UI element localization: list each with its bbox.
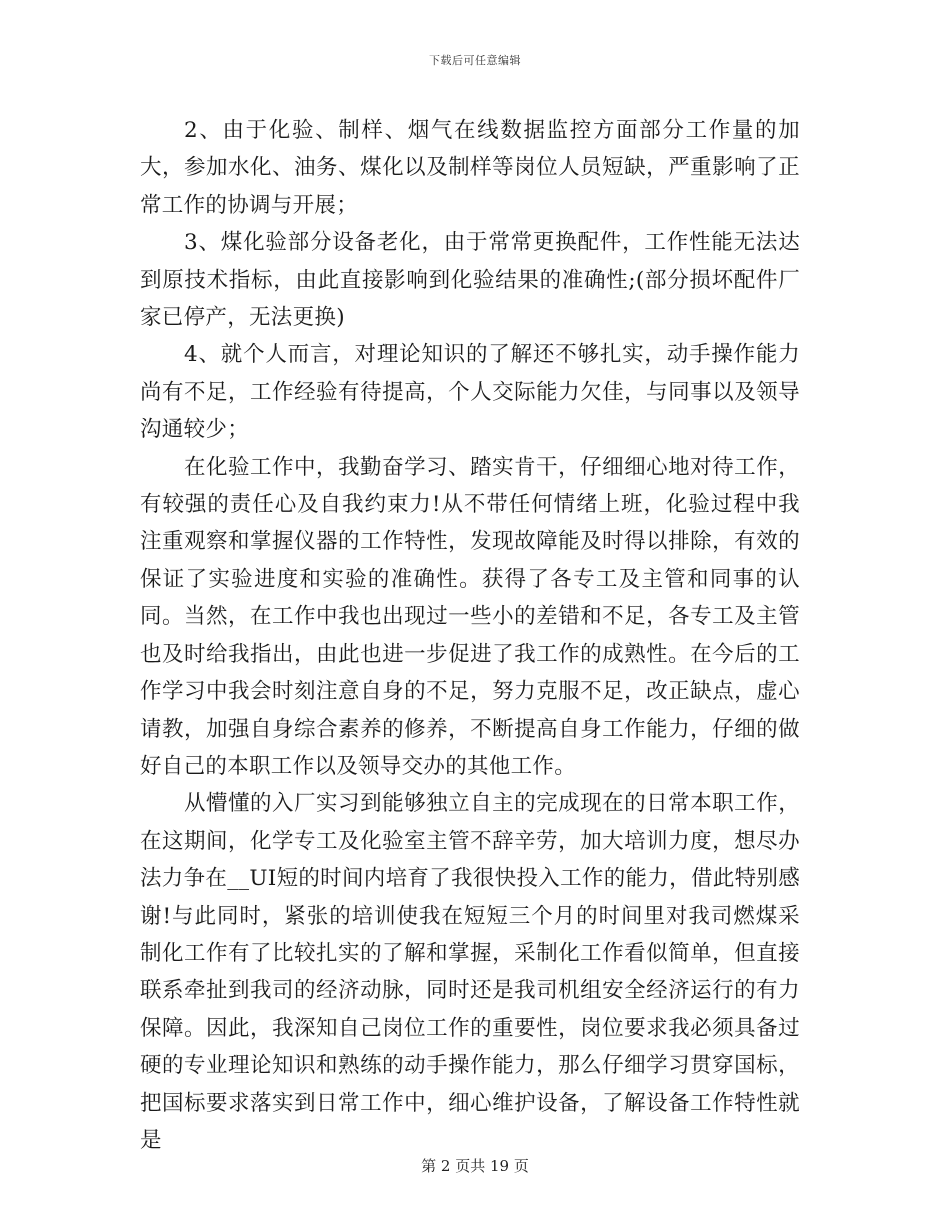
paragraph-work-attitude: 在化验工作中，我勤奋学习、踏实肯干，仔细细心地对待工作，有较强的责任心及自我约束力!从不带任何情绪上班，化验过程中我注重观察和掌握仪器的工作特性，发现故障能及时得以排除，有效的保证了实验进度和实验的准确性。获得了各专工及主管和同事的认同。当然，在工作中我也出现过一些小的差错和不足，各专工及主管也及时给我指出，由此也进一步促进了我工作的成熟性。在今后的工作学习中我会时刻注意自身的不足，努力克服不足，改正缺点，虚心请教，加强自身综合素养的修养，不断提高自身工作能力，仔细的做好自己的本职工作以及领导交办的其他工作。: [140, 454, 800, 779]
page-header: 下载后可任意编辑: [429, 54, 521, 67]
paragraph-item-4: 4、就个人而言，对理论知识的了解还不够扎实，动手操作能力尚有不足，工作经验有待提高，个人交际能力欠佳，与同事以及领导沟通较少；: [140, 342, 800, 443]
page-number-footer: 第 2 页共 19 页: [421, 1157, 529, 1175]
paragraph-item-2: 2、由于化验、制样、烟气在线数据监控方面部分工作量的加大，参加水化、油务、煤化以及制样等岗位人员短缺，严重影响了正常工作的协调与开展；: [140, 118, 800, 218]
document-body: [140, 112, 800, 1159]
paragraph-item-3: 3、煤化验部分设备老化，由于常常更换配件，工作性能无法达到原技术指标，由此直接影响到化验结果的准确性;(部分损坏配件厂家已停产，无法更换): [140, 230, 800, 331]
paragraph-training-thanks: 从懵懂的入厂实习到能够独立自主的完成现在的日常本职工作，在这期间，化学专工及化验室主管不辞辛劳，加大培训力度，想尽办法力争在__UI短的时间内培育了我很快投入工作的能力，借此特别感谢!与此同时，紧张的培训使我在短短三个月的时间里对我司燃煤采制化工作有了比较扎实的了解和掌握，采制化工作看似简单，但直接联系牵扯到我司的经济动脉，同时还是我司机组安全经济运行的有力保障。因此，我深知自己岗位工作的重要性，岗位要求我必须具备过硬的专业理论知识和熟练的动手操作能力，那么仔细学习贯穿国标，把国标要求落实到日常工作中，细心维护设备，了解设备工作特性就是: [140, 791, 800, 1153]
